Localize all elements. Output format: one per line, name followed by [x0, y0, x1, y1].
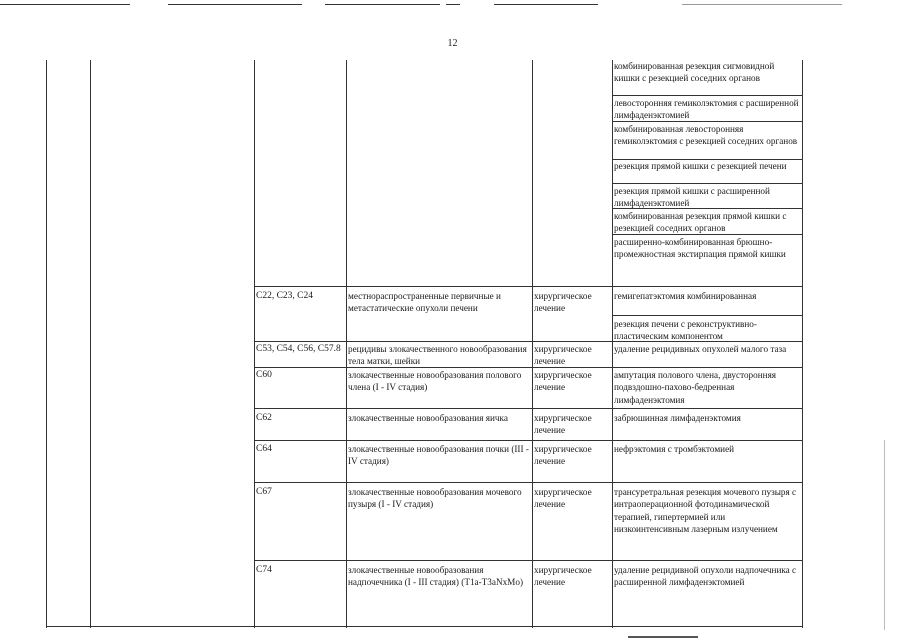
procedure-text: трансуретральная резекция мочевого пузыря с интраоперационной фотодинамической терапией, гипертермией или низкоинтенсивным лазерным излучением	[614, 487, 797, 535]
scan-artifact-line	[628, 636, 698, 638]
diagnosis-text: местнораспространенные первичные и метастатические опухоли печени	[348, 291, 501, 314]
diagnosis-text: злокачественные новообразования почки (III - IV стадия)	[348, 444, 529, 467]
row-divider	[254, 408, 802, 409]
table-border-bottom	[46, 626, 802, 627]
diagnosis-code: C62	[256, 413, 272, 423]
table-border-left	[46, 60, 47, 628]
diagnosis-text: рецидивы злокачественного новообразования тела матки, шейки	[348, 344, 527, 367]
diagnosis-code: C22, C23, C24	[256, 291, 314, 301]
procedure-text: левосторонняя гемиколэктомия с расширенной лимфаденэктомией	[614, 98, 799, 121]
header-rule	[168, 4, 302, 5]
diagnosis-text: злокачественные новообразования мочевого пузыря (I - IV стадия)	[348, 487, 522, 510]
column-divider	[346, 60, 347, 628]
procedure-text: расширенно-комбинированная брюшно-промежностная экстирпация прямой кишки	[614, 237, 786, 260]
header-rule	[0, 4, 130, 5]
table-border-right	[802, 60, 803, 628]
row-divider	[612, 315, 802, 316]
header-rule	[325, 4, 440, 5]
treatment-type: хирургическое лечение	[534, 565, 592, 588]
page-number: 12	[447, 38, 458, 49]
header-rule	[446, 4, 460, 5]
procedure-text: удаление рецидивных опухолей малого таза	[614, 344, 787, 354]
procedure-text: комбинированная левосторонняя гемиколэктомия с резекцией соседних органов	[614, 124, 798, 147]
procedure-text: ампутация полового члена, двусторонняя подвздошно-пахово-бедренная лимфаденэктомия	[614, 370, 777, 405]
header-rule	[682, 4, 842, 5]
treatment-type: хирургическое лечение	[534, 444, 592, 467]
column-divider	[90, 60, 91, 628]
procedure-text: резекция прямой кишки с расширенной лимфаденэктомией	[614, 186, 770, 209]
diagnosis-text: злокачественные новообразования яичка	[348, 413, 508, 423]
header-rule	[494, 4, 598, 5]
row-divider	[612, 95, 802, 96]
procedure-text: резекция прямой кишки с резекцией печени	[614, 161, 787, 171]
row-divider	[254, 560, 802, 561]
diagnosis-code: C74	[256, 565, 272, 575]
column-divider	[612, 60, 613, 628]
row-divider	[254, 286, 802, 287]
procedure-text: удаление рецидивной опухоли надпочечника с расширенной лимфаденэктомией	[614, 565, 797, 588]
procedure-text: резекция печени с реконструктивно-пластическим компонентом	[614, 319, 757, 342]
procedure-text: нефрэктомия с тромбэктомией	[614, 444, 735, 454]
diagnosis-text: злокачественные новообразования надпочечника (I - III стадия) (T1a-T3aNxMo)	[348, 565, 524, 588]
diagnosis-code: C60	[256, 370, 272, 380]
row-divider	[254, 482, 802, 483]
diagnosis-code: C64	[256, 444, 272, 454]
scan-artifact-line	[884, 440, 885, 630]
procedure-text: забрюшинная лимфаденэктомия	[614, 413, 741, 423]
diagnosis-code: C67	[256, 487, 272, 497]
treatment-type: хирургическое лечение	[534, 291, 592, 314]
procedure-text: комбинированная резекция сигмовидной кишки с резекцией соседних органов	[614, 61, 775, 84]
treatment-type: хирургическое лечение	[534, 370, 592, 393]
diagnosis-text: злокачественные новообразования полового члена (I - IV стадия)	[348, 370, 522, 393]
treatment-type: хирургическое лечение	[534, 487, 592, 510]
column-divider	[254, 60, 255, 628]
treatment-type: хирургическое лечение	[534, 413, 592, 436]
procedure-text: гемигепатэктомия комбинированная	[614, 291, 757, 301]
diagnosis-code: C53, C54, C56, C57.8	[256, 344, 341, 354]
row-divider	[612, 183, 802, 184]
column-divider	[532, 60, 533, 628]
row-divider	[254, 440, 802, 441]
procedure-text: комбинированная резекция прямой кишки с резекцией соседних органов	[614, 211, 787, 234]
treatment-type: хирургическое лечение	[534, 344, 592, 367]
